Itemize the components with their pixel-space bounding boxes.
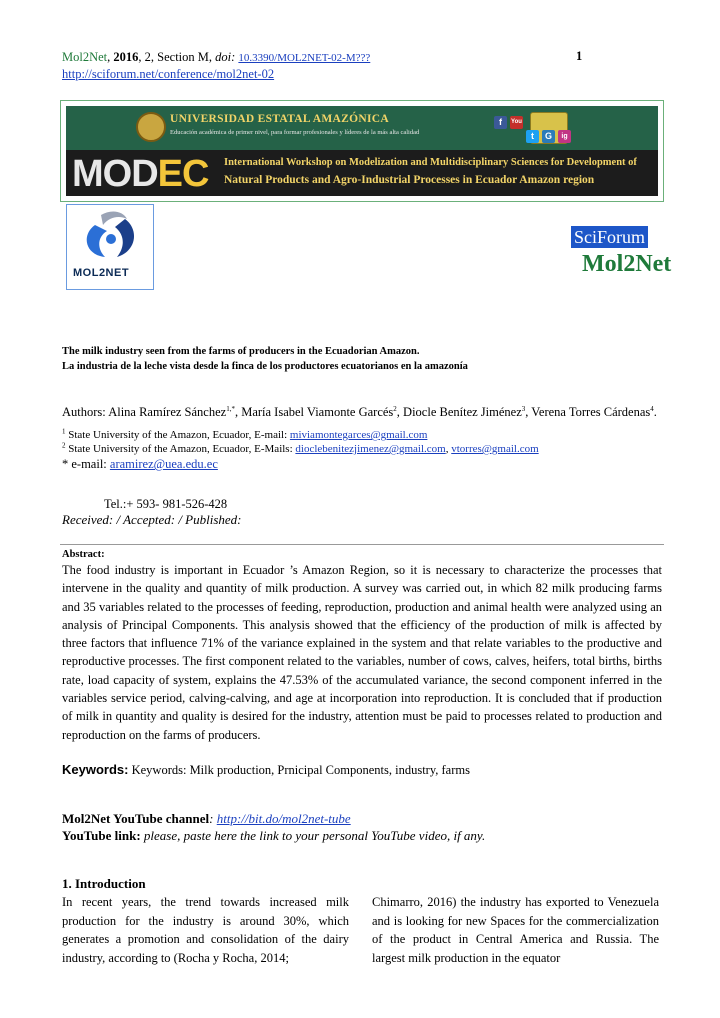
keywords bbox=[62, 762, 470, 778]
facebook-icon: f bbox=[494, 116, 507, 129]
paper-title-english: The milk industry seen from the farms of producers in the Ecuadorian Amazon. bbox=[62, 346, 420, 357]
university-name: UNIVERSIDAD ESTATAL AMAZÓNICA bbox=[170, 113, 389, 125]
youtube-link-text: please, paste here the link to your personal YouTube video, if any. bbox=[143, 828, 486, 843]
youtube-channel: Mol2Net YouTube channel: http://bit.do/mol2net-tube bbox=[62, 811, 351, 826]
mol2net-logo-text: MOL2NET bbox=[73, 267, 130, 279]
conference-url-link[interactable]: http://sciforum.net/conference/mol2net-02 bbox=[62, 67, 275, 81]
banner-line-2: Natural Products and Agro-Industrial Processes in Ecuador Amazon region bbox=[224, 174, 595, 186]
youtube-link-label: YouTube link: bbox=[62, 828, 144, 843]
abstract-text: The food industry is important in Ecuador ’s Amazon Region, so it is necessary to characterize the processes that intervene in the quality and quantity of milk production. A survey was carried out, in which 82 milk producing farms and 35 variables related to the processes of feeding, reproduction, production and animal health were analyzed using an analysis of Principal Components. This analysis showed that the efficiency of the production of milk is affected by three factors that influence 71% of the variance explained in the system and that relate variables to the productive and reproductive processes. The first component related to the variables, number of cows, calves, heifers, total births, births rate, load capacity of system, explains the 47.53% of the accumulated variance, the second component inferred in the variables service period, calving-calving, and age at incorporation into reproduction. It is concluded that if production of milk in quantity and quality is desired for the industry, attention must be paid to processes related to production and reproduction on the farms of producers. bbox=[62, 563, 662, 742]
university-tagline: Educación académica de primer nivel, para formar profesionales y líderes de la más alta calidad bbox=[170, 129, 420, 136]
introduction-column-2: Chimarro, 2016) the industry has exported to Venezuela and is looking for new Spaces for the commercialization of the product in Central America and Russia. The largest milk production in the equator bbox=[372, 895, 659, 965]
banner-line-1: International Workshop on Modelization and Multidisciplinary Sciences for Development of bbox=[224, 157, 637, 168]
email-link-2[interactable]: dioclebenitezjimenez@gmail.com bbox=[295, 443, 446, 455]
doi-label: doi: bbox=[215, 50, 236, 64]
banner-image bbox=[66, 106, 658, 196]
mol2net-logo bbox=[66, 204, 154, 290]
divider bbox=[60, 544, 664, 545]
journal-year: 2016 bbox=[113, 50, 139, 64]
youtube-link bbox=[62, 828, 485, 844]
youtube-icon: You bbox=[510, 116, 523, 129]
email-link-3[interactable]: vtorres@gmail.com bbox=[451, 443, 539, 455]
authors-block bbox=[62, 403, 662, 473]
university-seal-icon bbox=[136, 112, 166, 142]
google-icon: G bbox=[542, 130, 555, 143]
author-4: Verena Torres Cárdenas bbox=[531, 405, 651, 419]
journal-comma: , bbox=[107, 50, 114, 64]
telephone: Tel.:+ 593- 981-526-428 bbox=[104, 497, 228, 511]
doi-link[interactable]: 10.3390/MOL2NET-02-M??? bbox=[238, 52, 371, 64]
paper-title-spanish: La industria de la leche vista desde la finca de los productores ecuatorianos en la amazonía bbox=[62, 361, 468, 372]
keywords-text: Keywords: Milk production, Prnicipal Components, industry, farms bbox=[128, 763, 470, 777]
twitter-icon: t bbox=[526, 130, 539, 143]
author-2: María Isabel Viamonte Garcés bbox=[241, 405, 394, 419]
mol2net-brand: Mol2Net bbox=[582, 251, 672, 277]
abstract-heading: Abstract: bbox=[62, 549, 105, 560]
sciforum-brand: SciForum bbox=[571, 226, 648, 248]
youtube-channel-link[interactable]: http://bit.do/mol2net-tube bbox=[216, 811, 351, 826]
keywords-label: Keywords: bbox=[62, 762, 129, 777]
journal-issue: , 2, Section M, bbox=[138, 50, 216, 64]
modec-logo: MODEC bbox=[72, 153, 209, 195]
instagram-icon: ig bbox=[558, 130, 571, 143]
affiliation-2: $^2$ State University of the Amazon, Ecuador, E-Mails: dioclebenitezjimenez@gmail.com, vtorres@gmail.com bbox=[62, 441, 539, 455]
author-3: Diocle Benítez Jiménez bbox=[403, 405, 522, 419]
introduction-heading: 1. Introduction bbox=[62, 876, 146, 891]
page-number: 1 bbox=[576, 49, 583, 63]
modec-banner bbox=[60, 100, 664, 202]
youtube-channel-label: Mol2Net YouTube channel bbox=[62, 811, 210, 826]
email-link-corresponding[interactable]: aramirez@uea.edu.ec bbox=[109, 457, 218, 471]
running-header bbox=[62, 49, 370, 82]
journal-name: Mol2Net bbox=[62, 50, 108, 64]
received-dates: Received: / Accepted: / Published: bbox=[62, 512, 242, 527]
author-list: Authors: Alina Ramírez Sánchez$^{1,*}$, María Isabel Viamonte Garcés$^2$, Diocle Benítez Jiménez$^3$, Verena Torres Cárdenas$^4$. bbox=[62, 404, 657, 419]
affiliation-1: $^1$ State University of the Amazon, Ecuador, E-mail: miviamontegarces@gmail.com bbox=[62, 427, 428, 441]
author-1: Alina Ramírez Sánchez bbox=[108, 405, 227, 419]
corresponding-email: * e-mail: aramirez@uea.edu.ec bbox=[62, 457, 218, 471]
introduction-column-1: In recent years, the trend towards increased milk production for the industry is around 30%, which generates a promotion and consolidation of the dairy industry, according to (Rocha y Rocha, 2014; bbox=[62, 895, 349, 965]
email-link-1[interactable]: miviamontegarces@gmail.com bbox=[289, 429, 428, 441]
